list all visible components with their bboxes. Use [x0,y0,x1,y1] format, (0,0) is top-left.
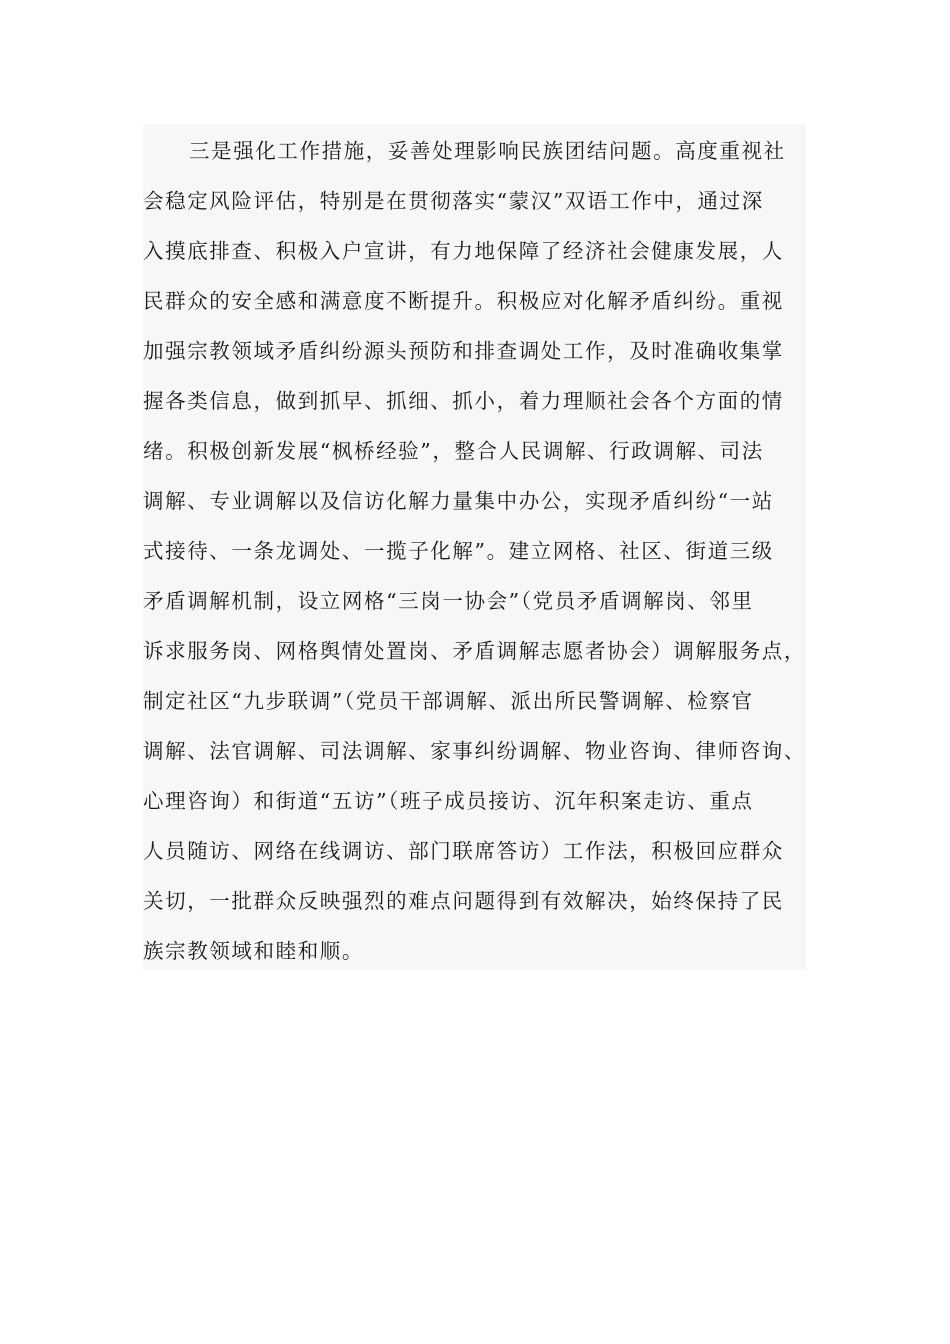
paragraph-block [143,124,806,970]
paragraph-line: 式接待、一条龙调处、一揽子化解”。建立网格、社区、街道三级 [143,539,774,563]
paragraph-line: 调解、专业调解以及信访化解力量集中办公，实现矛盾纠纷“一站 [143,489,774,513]
paragraph-line: 三是强化工作措施，妥善处理影响民族团结问题。高度重视社 [189,139,786,163]
paragraph-line: 诉求服务岗、网格舆情处置岗、矛盾调解志愿者协会）调解服务点， [143,639,806,663]
paragraph-line: 族宗教领域和睦和顺。 [143,939,364,963]
paragraph-line: 关切，一批群众反映强烈的难点问题得到有效解决，始终保持了民 [143,889,784,913]
paragraph-line: 矛盾调解机制，设立网格“三岗一协会”（党员矛盾调解岗、邻里 [143,589,754,613]
paragraph-line: 入摸底排查、积极入户宣讲，有力地保障了经济社会健康发展，人 [143,239,784,263]
paragraph-line: 握各类信息，做到抓早、抓细、抓小，着力理顺社会各个方面的情 [143,389,784,413]
paragraph-line: 人员随访、网络在线调访、部门联席答访）工作法，积极回应群众 [143,839,784,863]
paragraph-line: 会稳定风险评估，特别是在贯彻落实“蒙汉”双语工作中，通过深 [143,189,764,213]
paragraph-line: 制定社区“九步联调”（党员干部调解、派出所民警调解、检察官 [143,689,754,713]
paragraph-line: 加强宗教领域矛盾纠纷源头预防和排查调处工作，及时准确收集掌 [143,339,784,363]
paragraph-line: 调解、法官调解、司法调解、家事纠纷调解、物业咨询、律师咨询、 [143,739,806,763]
paragraph-line: 绪。积极创新发展“枫桥经验”，整合人民调解、行政调解、司法 [143,439,764,463]
paragraph-line: 民群众的安全感和满意度不断提升。积极应对化解矛盾纠纷。重视 [143,289,784,313]
paragraph-line: 心理咨询）和街道“五访”（班子成员接访、沉年积案走访、重点 [143,789,754,813]
